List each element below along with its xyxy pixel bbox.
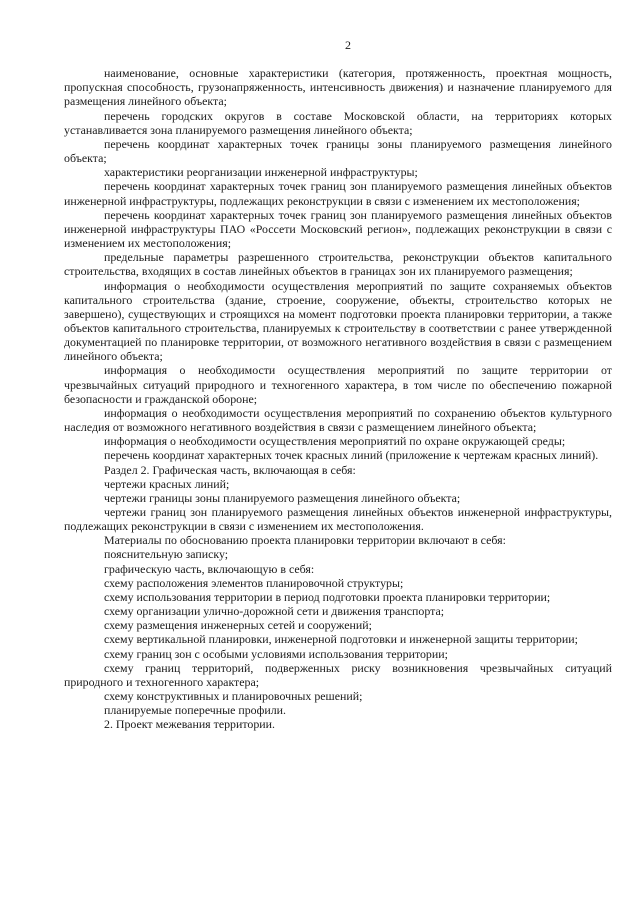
list-item: схему границ зон с особыми условиями использования территории; — [104, 646, 448, 661]
list-item: чертежи границ зон планируемого размещения линейных объектов инженерной инфраструктуры, подлежащих реконструкции в связи с изменением их местоположения. — [64, 505, 612, 534]
list-item: схему границ территорий, подверженных риску возникновения чрезвычайных ситуаций природного и техногенного характера; — [64, 660, 612, 689]
paragraph-7: предельные параметры разрешенного строительства, реконструкции объектов капитального строительства, входящих в состав линейных объектов в границах зон их планируемого размещения; — [64, 250, 612, 279]
paragraph-5: перечень координат характерных точек границ зон планируемого размещения линейных объектов инженерной инфраструктуры, подлежащих реконструкции в связи с изменением их местоположения; — [64, 179, 612, 208]
list-item: схему использования территории в период подготовки проекта планировки территории; — [104, 589, 551, 604]
paragraph-6: перечень координат характерных точек границ зон планируемого размещения линейных объектов инженерной инфраструктуры ПАО «Россети Московский регион», подлежащих реконструкции в связи с изменением их местоположения; — [64, 207, 612, 251]
list-item: схему организации улично-дорожной сети и движения транспорта; — [104, 604, 445, 619]
list-item: схему размещения инженерных сетей и сооружений; — [104, 618, 372, 633]
list-item: планируемые поперечные профили. — [104, 703, 286, 718]
list-item: графическую часть, включающую в себя: — [104, 561, 315, 576]
paragraph-10: информация о необходимости осуществления мероприятий по сохранению объектов культурного наследия от возможного негативного воздействия в связи с размещением линейного объекта; — [64, 405, 612, 435]
list-item: схему расположения элементов планировочной структуры; — [104, 575, 404, 590]
paragraph-8: информация о необходимости осуществления мероприятий по защите сохраняемых объектов капитального строительства (здание, строение, сооружение, объекты, строительство которых не завершено), существующих и строящихся на момент подготовки проекта планировки территории, а также объектов капитального строительства, планируемых к строительству в соответствии с ранее утвержденной документацией по планировке территории, от возможного негативного воздействия в связи с размещением линейного объекта; — [64, 278, 612, 364]
materials-heading: Материалы по обоснованию проекта планировки территории включают в себя: — [104, 533, 506, 548]
section-2-heading: Раздел 2. Графическая часть, включающая в себя: — [104, 462, 356, 477]
paragraph-11: информация о необходимости осуществления мероприятий по охране окружающей среды; — [104, 434, 566, 449]
paragraph-3: перечень координат характерных точек границы зоны планируемого размещения линейного объекта; — [64, 136, 612, 166]
list-item: пояснительную записку; — [104, 547, 229, 562]
paragraph-2: перечень городских округов в составе Московской области, на территориях которых устанавливается зона планируемого размещения линейного объекта; — [64, 108, 612, 137]
list-item: схему конструктивных и планировочных решений; — [104, 689, 363, 704]
paragraph-4: характеристики реорганизации инженерной инфраструктуры; — [104, 165, 418, 180]
list-item: чертежи границы зоны планируемого размещения линейного объекта; — [104, 490, 461, 505]
paragraph-12: перечень координат характерных точек красных линий (приложение к чертежам красных линий). — [104, 448, 599, 463]
section-heading: 2. Проект межевания территории. — [104, 717, 275, 732]
paragraph-9: информация о необходимости осуществления мероприятий по защите территории от чрезвычайных ситуаций природного и техногенного характера, в том числе по обеспечению пожарной безопасности и гражданской обороне; — [64, 363, 612, 406]
list-item: схему вертикальной планировки, инженерной подготовки и инженерной защиты территории; — [104, 632, 578, 647]
list-item: чертежи красных линий; — [104, 476, 230, 491]
page-number: 2 — [345, 38, 351, 52]
paragraph-1: наименование, основные характеристики (категория, протяженность, проектная мощность, пропускная способность, грузонапряженность, интенсивность движения) и назначение планируемого для размещения линейного объекта; — [64, 66, 612, 109]
